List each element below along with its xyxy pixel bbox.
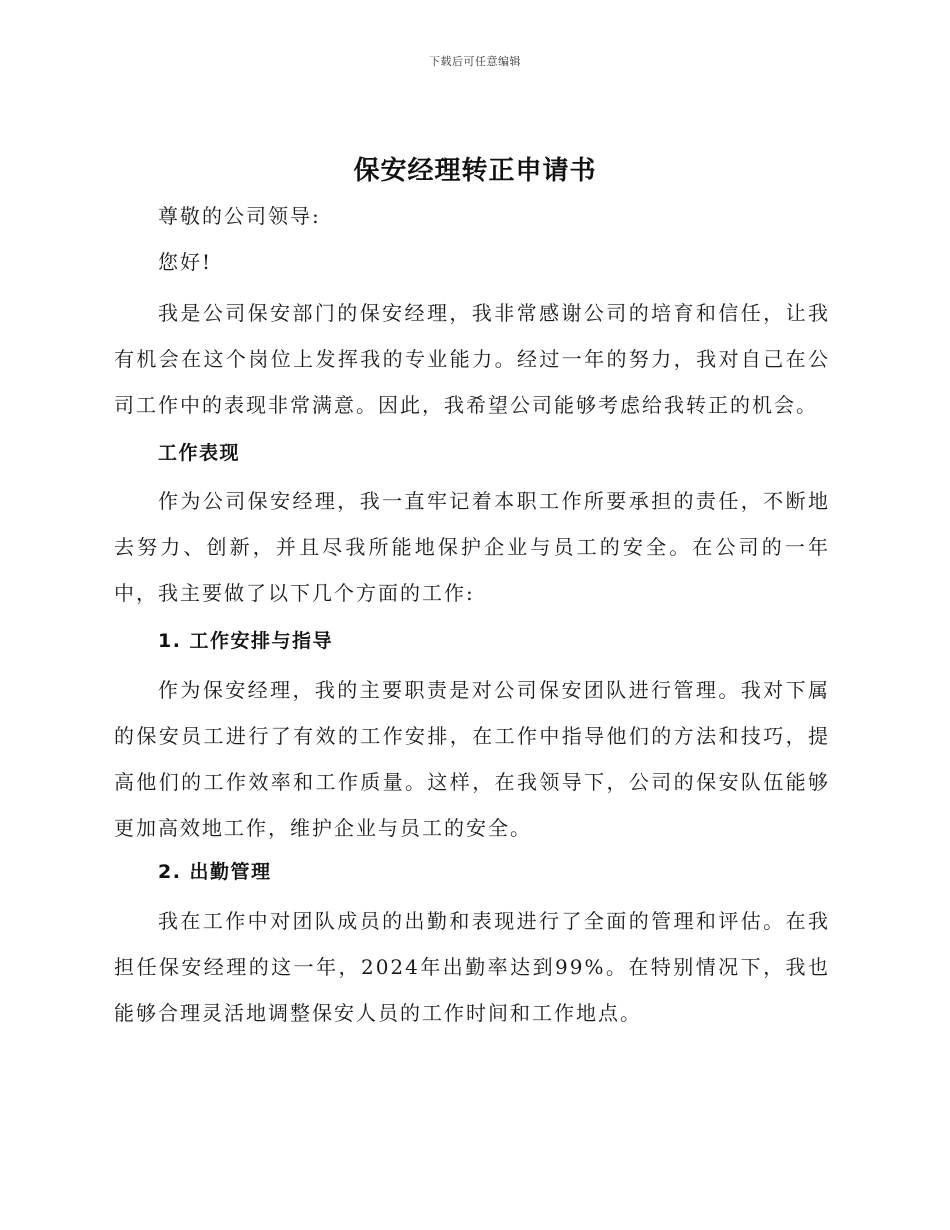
document-title: 保安经理转正申请书 bbox=[353, 156, 597, 186]
section-heading-performance: 工作表现 bbox=[158, 442, 241, 464]
greeting: 您好! bbox=[158, 250, 213, 274]
performance-paragraph: 作为公司保安经理，我一直牢记着本职工作所要承担的责任，不断地去努力、创新，并且尽我所能地保护企业与员工的安全。在公司的一年中，我主要做了以下几个方面的工作: bbox=[114, 489, 830, 605]
intro-paragraph: 我是公司保安部门的保安经理，我非常感谢公司的培育和信任，让我有机会在这个岗位上发挥我的专业能力。经过一年的努力，我对自己在公司工作中的表现非常满意。因此，我希望公司能够考虑给我转正的机会。 bbox=[114, 301, 830, 417]
work-arrangement-paragraph: 作为保安经理，我的主要职责是对公司保安团队进行管理。我对下属的保安员工进行了有效的工作安排，在工作中指导他们的方法和技巧，提高他们的工作效率和工作质量。这样，在我领导下，公司的保安队伍能够更加高效地工作，维护企业与员工的安全。 bbox=[114, 678, 830, 840]
salutation: 尊敬的公司领导: bbox=[158, 204, 321, 228]
section-heading-work-arrangement: 1. 工作安排与指导 bbox=[158, 630, 334, 652]
attendance-paragraph: 我在工作中对团队成员的出勤和表现进行了全面的管理和评估。在我担任保安经理的这一年，2024年出勤率达到99%。在特别情况下，我也能够合理灵活地调整保安人员的工作时间和工作地点。 bbox=[114, 909, 830, 1025]
header-note: 下载后可任意编辑 bbox=[429, 55, 521, 68]
section-heading-attendance: 2. 出勤管理 bbox=[158, 861, 272, 883]
